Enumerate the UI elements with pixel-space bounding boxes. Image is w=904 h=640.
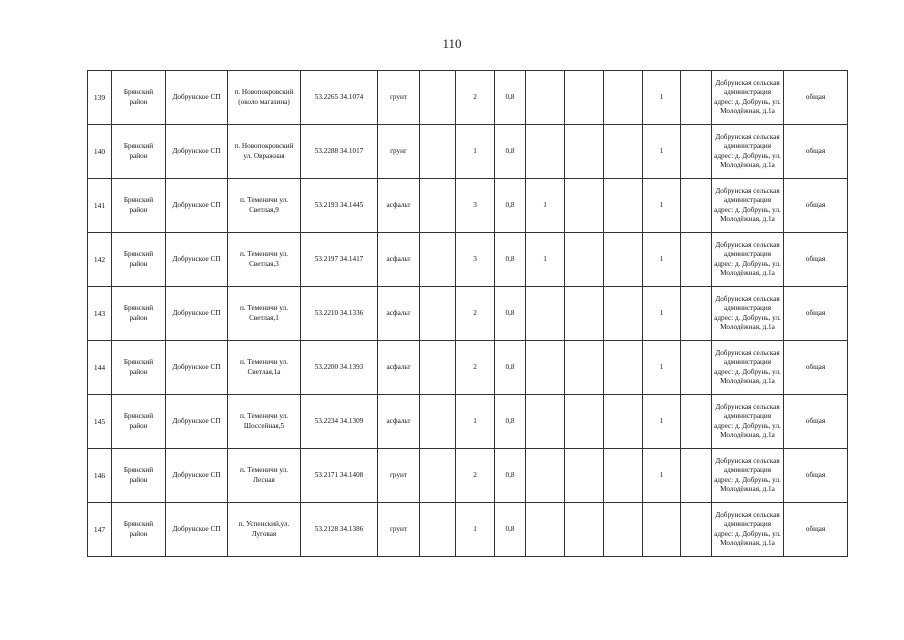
column-13-cell: 1 <box>643 179 681 233</box>
table-row <box>88 449 848 503</box>
column-10-cell: 1 <box>526 233 565 287</box>
page-number: 110 <box>442 36 462 51</box>
owner-cell: Добрунская сельская администрация адрес: д. Добрунь, ул. Молодёжная, д.1а <box>712 179 784 233</box>
column-10-cell <box>526 125 565 179</box>
column-13-cell: 1 <box>643 395 681 449</box>
column-7-cell <box>420 179 456 233</box>
table-row <box>88 395 848 449</box>
table-row <box>88 125 848 179</box>
coordinates-cell: 53.2171 34.1408 <box>301 449 378 503</box>
settlement-cell: Добрунское СП <box>166 287 228 341</box>
surface-cell: асфальт <box>378 287 420 341</box>
address-cell: п. Успенский,ул. Луговая <box>228 503 301 557</box>
column-14-cell <box>681 449 712 503</box>
column-11-cell <box>565 341 604 395</box>
address-cell: п. Теменичи ул. Светлая,1а <box>228 341 301 395</box>
coordinates-cell: 53.2197 34.1417 <box>301 233 378 287</box>
column-10-cell <box>526 503 565 557</box>
coordinates-cell: 53.2210 34.1336 <box>301 287 378 341</box>
column-11-cell <box>565 503 604 557</box>
column-10-cell: 1 <box>526 179 565 233</box>
address-cell: п. Теменичи ул. Шоссейная,5 <box>228 395 301 449</box>
column-14-cell <box>681 341 712 395</box>
container-count-cell: 1 <box>456 395 495 449</box>
surface-cell: асфальт <box>378 395 420 449</box>
surface-cell: асфальт <box>378 233 420 287</box>
table-body <box>88 71 848 557</box>
settlement-cell: Добрунское СП <box>166 179 228 233</box>
column-12-cell <box>604 449 643 503</box>
column-11-cell <box>565 449 604 503</box>
table-row <box>88 341 848 395</box>
row-number: 145 <box>88 395 112 449</box>
table-row <box>88 233 848 287</box>
column-13-cell: 1 <box>643 449 681 503</box>
coordinates-cell: 53.2265 34.1074 <box>301 71 378 125</box>
usage-type-cell: общая <box>784 125 848 179</box>
column-11-cell <box>565 125 604 179</box>
container-volume-cell: 0,8 <box>495 125 526 179</box>
owner-cell: Добрунская сельская администрация адрес: д. Добрунь, ул. Молодёжная, д.1а <box>712 341 784 395</box>
column-13-cell: 1 <box>643 71 681 125</box>
column-10-cell <box>526 287 565 341</box>
surface-cell: грунт <box>378 503 420 557</box>
settlement-cell: Добрунское СП <box>166 503 228 557</box>
usage-type-cell: общая <box>784 287 848 341</box>
owner-cell: Добрунская сельская администрация адрес: д. Добрунь, ул. Молодёжная, д.1а <box>712 395 784 449</box>
settlement-cell: Добрунское СП <box>166 125 228 179</box>
district-cell: Брянский район <box>112 395 166 449</box>
column-7-cell <box>420 71 456 125</box>
row-number: 147 <box>88 503 112 557</box>
usage-type-cell: общая <box>784 341 848 395</box>
column-12-cell <box>604 287 643 341</box>
column-12-cell <box>604 341 643 395</box>
row-number: 142 <box>88 233 112 287</box>
column-7-cell <box>420 287 456 341</box>
column-10-cell <box>526 449 565 503</box>
address-cell: п. Новопокровский ул. Овражная <box>228 125 301 179</box>
coordinates-cell: 53.2200 34.1393 <box>301 341 378 395</box>
owner-cell: Добрунская сельская администрация адрес: д. Добрунь, ул. Молодёжная, д.1а <box>712 233 784 287</box>
column-13-cell: 1 <box>643 125 681 179</box>
column-7-cell <box>420 341 456 395</box>
column-14-cell <box>681 71 712 125</box>
usage-type-cell: общая <box>784 233 848 287</box>
surface-cell: асфальт <box>378 179 420 233</box>
table-row <box>88 503 848 557</box>
district-cell: Брянский район <box>112 125 166 179</box>
column-12-cell <box>604 71 643 125</box>
settlement-cell: Добрунское СП <box>166 71 228 125</box>
container-volume-cell: 0,8 <box>495 395 526 449</box>
owner-cell: Добрунская сельская администрация адрес: д. Добрунь, ул. Молодёжная, д.1а <box>712 125 784 179</box>
owner-cell: Добрунская сельская администрация адрес: д. Добрунь, ул. Молодёжная, д.1а <box>712 449 784 503</box>
column-10-cell <box>526 71 565 125</box>
district-cell: Брянский район <box>112 449 166 503</box>
column-13-cell: 1 <box>643 287 681 341</box>
coordinates-cell: 53.2128 34.1386 <box>301 503 378 557</box>
surface-cell: грунт <box>378 449 420 503</box>
table-row <box>88 179 848 233</box>
column-13-cell: 1 <box>643 233 681 287</box>
district-cell: Брянский район <box>112 341 166 395</box>
container-volume-cell: 0,8 <box>495 71 526 125</box>
container-count-cell: 1 <box>456 125 495 179</box>
column-7-cell <box>420 395 456 449</box>
row-number: 146 <box>88 449 112 503</box>
usage-type-cell: общая <box>784 395 848 449</box>
district-cell: Брянский район <box>112 287 166 341</box>
row-number: 140 <box>88 125 112 179</box>
column-12-cell <box>604 125 643 179</box>
container-volume-cell: 0,8 <box>495 449 526 503</box>
container-volume-cell: 0,8 <box>495 503 526 557</box>
settlement-cell: Добрунское СП <box>166 395 228 449</box>
district-cell: Брянский район <box>112 71 166 125</box>
owner-cell: Добрунская сельская администрация адрес: д. Добрунь, ул. Молодёжная, д.1а <box>712 287 784 341</box>
settlement-cell: Добрунское СП <box>166 233 228 287</box>
address-cell: п. Теменичи ул. Светлая,3 <box>228 233 301 287</box>
container-count-cell: 3 <box>456 233 495 287</box>
coordinates-cell: 53.2193 34.1445 <box>301 179 378 233</box>
row-number: 141 <box>88 179 112 233</box>
column-14-cell <box>681 287 712 341</box>
column-7-cell <box>420 125 456 179</box>
container-count-cell: 3 <box>456 179 495 233</box>
surface-cell: грунт <box>378 71 420 125</box>
column-7-cell <box>420 233 456 287</box>
container-volume-cell: 0,8 <box>495 233 526 287</box>
district-cell: Брянский район <box>112 179 166 233</box>
address-cell: п. Новопокровский (около магазина) <box>228 71 301 125</box>
container-count-cell: 2 <box>456 449 495 503</box>
usage-type-cell: общая <box>784 179 848 233</box>
container-count-cell: 2 <box>456 287 495 341</box>
row-number: 139 <box>88 71 112 125</box>
coordinates-cell: 53.2234 34.1309 <box>301 395 378 449</box>
table-row <box>88 287 848 341</box>
container-sites-table <box>87 70 848 557</box>
settlement-cell: Добрунское СП <box>166 341 228 395</box>
column-13-cell <box>643 503 681 557</box>
district-cell: Брянский район <box>112 503 166 557</box>
column-12-cell <box>604 395 643 449</box>
district-cell: Брянский район <box>112 233 166 287</box>
column-13-cell: 1 <box>643 341 681 395</box>
column-10-cell <box>526 341 565 395</box>
coordinates-cell: 53.2288 34.1017 <box>301 125 378 179</box>
column-11-cell <box>565 287 604 341</box>
column-14-cell <box>681 503 712 557</box>
address-cell: п. Теменичи ул. Светлая,1 <box>228 287 301 341</box>
column-10-cell <box>526 395 565 449</box>
settlement-cell: Добрунское СП <box>166 449 228 503</box>
column-11-cell <box>565 71 604 125</box>
column-12-cell <box>604 233 643 287</box>
usage-type-cell: общая <box>784 503 848 557</box>
column-14-cell <box>681 233 712 287</box>
column-7-cell <box>420 503 456 557</box>
column-14-cell <box>681 395 712 449</box>
usage-type-cell: общая <box>784 71 848 125</box>
column-12-cell <box>604 179 643 233</box>
usage-type-cell: общая <box>784 449 848 503</box>
container-volume-cell: 0,8 <box>495 341 526 395</box>
address-cell: п. Теменичи ул. Лесная <box>228 449 301 503</box>
row-number: 143 <box>88 287 112 341</box>
surface-cell: грунг <box>378 125 420 179</box>
column-14-cell <box>681 125 712 179</box>
address-cell: п. Теменичи ул. Светлая,9 <box>228 179 301 233</box>
owner-cell: Добрунская сельская администрация адрес: д. Добрунь, ул. Молодёжная, д.1а <box>712 71 784 125</box>
column-12-cell <box>604 503 643 557</box>
owner-cell: Добрунская сельская администрация адрес: д. Добрунь, ул. Молодёжная, д.1а <box>712 503 784 557</box>
column-14-cell <box>681 179 712 233</box>
container-count-cell: 2 <box>456 71 495 125</box>
table-row <box>88 71 848 125</box>
column-11-cell <box>565 179 604 233</box>
container-volume-cell: 0,8 <box>495 179 526 233</box>
container-count-cell: 2 <box>456 341 495 395</box>
row-number: 144 <box>88 341 112 395</box>
surface-cell: асфальт <box>378 341 420 395</box>
column-11-cell <box>565 395 604 449</box>
column-7-cell <box>420 449 456 503</box>
column-11-cell <box>565 233 604 287</box>
container-volume-cell: 0,8 <box>495 287 526 341</box>
container-count-cell: 1 <box>456 503 495 557</box>
